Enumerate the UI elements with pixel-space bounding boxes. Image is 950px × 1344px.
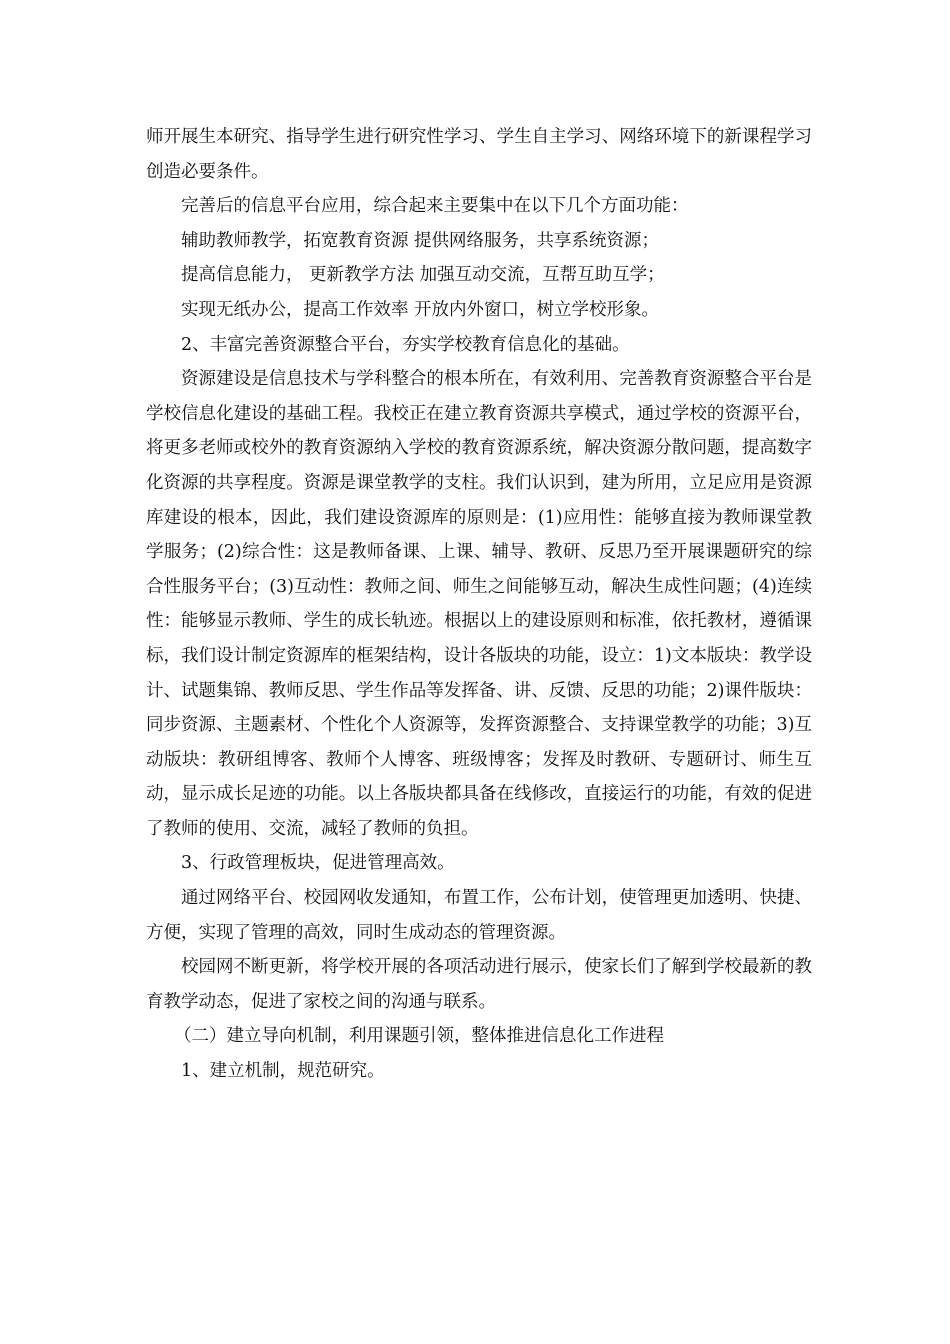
paragraph-function-line-1: 辅助教师教学，拓宽教育资源 提供网络服务，共享系统资源； [181, 230, 660, 251]
heading-part-two: （二）建立导向机制，利用课题引领，整体推进信息化工作进程 [174, 1026, 664, 1047]
paragraph-campus-network: 校园网不断更新，将学校开展的各项活动进行展示，使家长们了解到学校最新的教育教学动态，促进了家校之间的沟通与联系。 [146, 957, 812, 1012]
paragraph-function-line-3: 实现无纸办公，提高工作效率 开放内外窗口，树立学校形象。 [181, 299, 660, 320]
paragraph-admin-management: 通过网络平台、校园网收发通知，布置工作，公布计划，使管理更加透明、快捷、方便，实现了管理的高效，同时生成动态的管理资源。 [146, 888, 812, 943]
document-page [146, 120, 812, 1089]
heading-section-3: 3、行政管理板块，促进管理高效。 [181, 853, 455, 874]
paragraph-platform-functions: 完善后的信息平台应用，综合起来主要集中在以下几个方面功能： [181, 196, 689, 217]
paragraph-intro-continuation: 师开展生本研究、指导学生进行研究性学习、学生自主学习、网络环境下的新课程学习创造必要条件。 [146, 127, 812, 182]
heading-subsection-1: 1、建立机制，规范研究。 [181, 1061, 385, 1082]
paragraph-function-line-2: 提高信息能力， 更新教学方法 加强互动交流，互帮互助互学； [181, 265, 665, 286]
heading-section-2: 2、丰富完善资源整合平台，夯实学校教育信息化的基础。 [181, 334, 630, 355]
paragraph-resource-construction: 资源建设是信息技术与学科整合的根本所在，有效利用、完善教育资源整合平台是学校信息化建设的基础工程。我校正在建立教育资源共享模式，通过学校的资源平台，将更多老师或校外的教育资源纳入学校的教育资源系统，解决资源分散问题，提高数字化资源的共享程度。资源是课堂教学的支柱。我们认识到，建为所用，立足应用是资源库建设的根本，因此，我们建设资源库的原则是：(1)应用性：能够直接为教师课堂教学服务；(2)综合性：这是教师备课、上课、辅导、教研、反思乃至开展课题研究的综合性服务平台；(3)互动性：教师之间、师生之间能够互动，解决生成性问题；(4)连续性：能够显示教师、学生的成长轨迹。根据以上的建设原则和标准，依托教材，遵循课标，我们设计制定资源库的框架结构，设计各版块的功能，设立：1)文本版块：教学设计、试题集锦、教师反思、学生作品等发挥备、讲、反馈、反思的功能；2)课件版块：同步资源、主题素材、个性化个人资源等，发挥资源整合、支持课堂教学的功能；3)互动版块：教研组博客、教师个人博客、班级博客；发挥及时教研、专题研讨、师生互动，显示成长足迹的功能。以上各版块都具备在线修改，直接运行的功能，有效的促进了教师的使用、交流，减轻了教师的负担。 [146, 369, 812, 839]
